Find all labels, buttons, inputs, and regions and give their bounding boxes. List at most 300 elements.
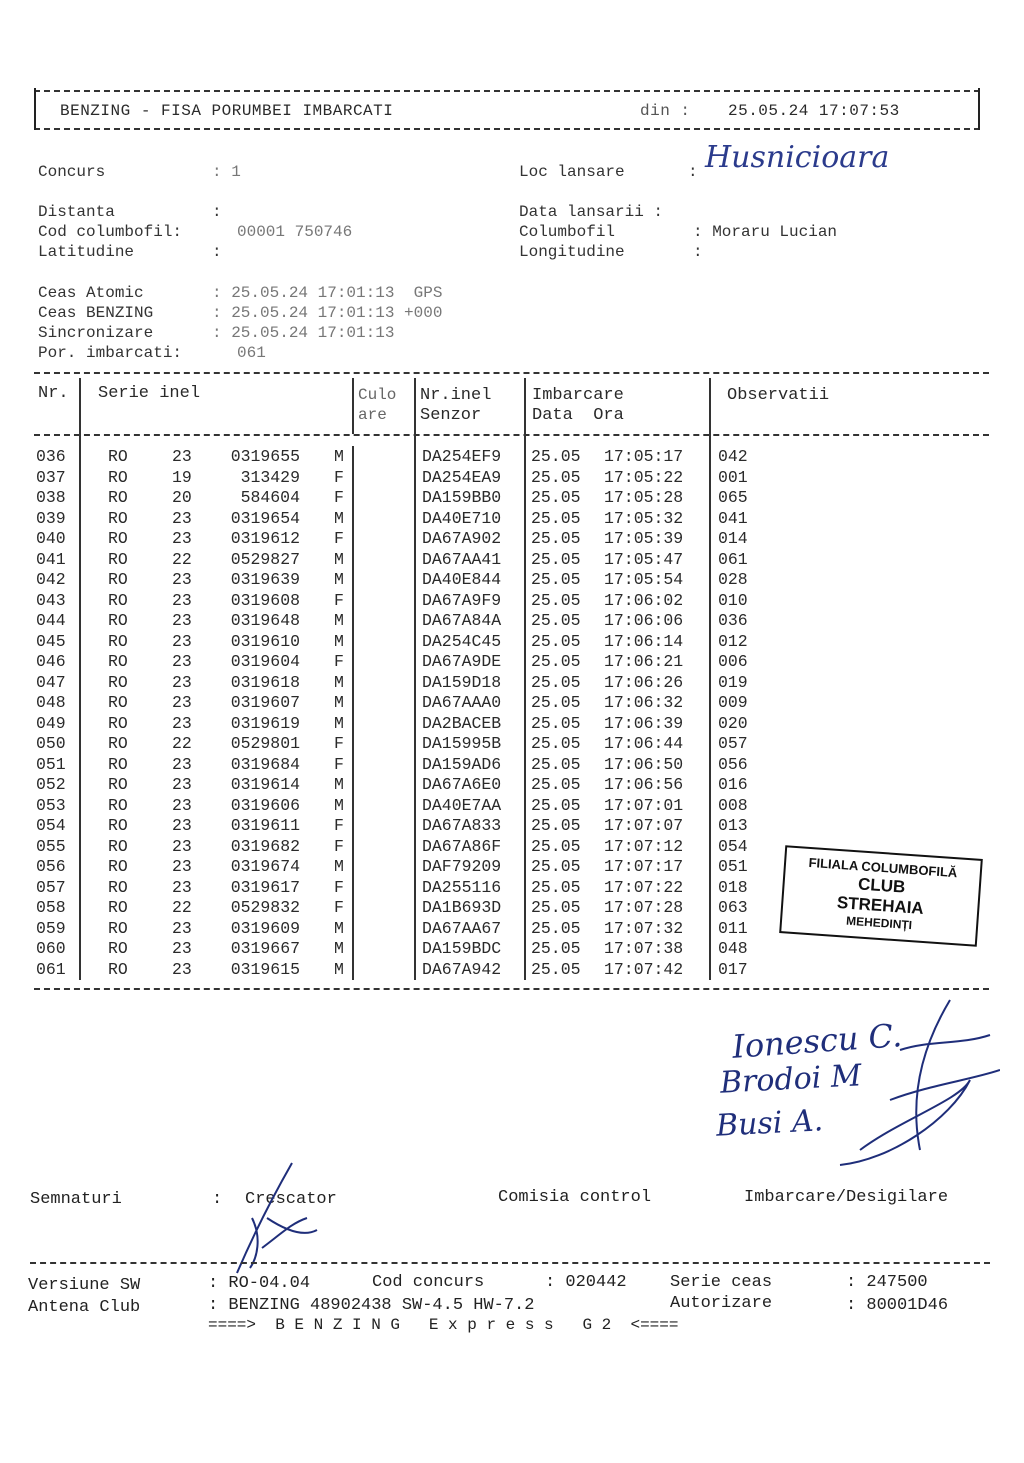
row-year: 23 bbox=[172, 713, 192, 733]
row-ring-number: 0319608 bbox=[230, 590, 300, 610]
row-time: 17:07:07 bbox=[604, 816, 684, 835]
row-sex: M bbox=[334, 959, 344, 979]
row-observation: 001 bbox=[718, 467, 748, 487]
row-year: 23 bbox=[172, 857, 192, 876]
row-sex: F bbox=[334, 467, 344, 487]
row-time: 17:07:32 bbox=[604, 918, 684, 938]
row-nr: 054 bbox=[36, 816, 66, 835]
row-year: 23 bbox=[172, 795, 192, 815]
row-country: RO bbox=[108, 918, 128, 938]
row-sex: M bbox=[334, 447, 344, 466]
row-country: RO bbox=[108, 508, 128, 528]
row-time: 17:05:28 bbox=[604, 488, 684, 507]
row-year: 23 bbox=[172, 959, 192, 979]
row-observation: 063 bbox=[718, 898, 748, 917]
col-header-culoare-2: are bbox=[358, 406, 387, 424]
stamp-line-3: STREHAIA bbox=[836, 892, 925, 918]
row-sensor-id: DA254EA9 bbox=[422, 467, 502, 487]
row-date: 25.05 bbox=[531, 631, 581, 651]
ceas-benzing-label: Ceas BENZING bbox=[38, 304, 154, 322]
row-sensor-id: DA67AAA0 bbox=[422, 693, 502, 712]
row-ring-number: 0319617 bbox=[230, 877, 300, 897]
row-year: 23 bbox=[172, 529, 192, 548]
row-time: 17:07:12 bbox=[604, 836, 684, 856]
row-nr: 041 bbox=[36, 549, 66, 569]
row-date: 25.05 bbox=[531, 754, 581, 774]
versiune-label: Versiune SW bbox=[28, 1276, 141, 1295]
row-year: 23 bbox=[172, 611, 192, 630]
row-sensor-id: DA67A902 bbox=[422, 529, 502, 548]
row-country: RO bbox=[108, 734, 128, 753]
row-observation: 016 bbox=[718, 775, 748, 794]
row-sex: F bbox=[334, 877, 344, 897]
row-year: 23 bbox=[172, 918, 192, 938]
row-ring-number: 0319619 bbox=[230, 713, 300, 733]
row-date: 25.05 bbox=[531, 652, 581, 671]
row-time: 17:05:22 bbox=[604, 467, 684, 487]
row-year: 23 bbox=[172, 939, 192, 958]
antena-value: : BENZING 48902438 SW-4.5 HW-7.2 bbox=[208, 1296, 535, 1315]
ceas-atomic-value: : 25.05.24 17:01:13 GPS bbox=[212, 284, 443, 302]
table-row bbox=[34, 816, 794, 837]
table-row bbox=[34, 734, 794, 755]
row-nr: 037 bbox=[36, 467, 66, 487]
club-stamp bbox=[779, 845, 983, 947]
row-sex: F bbox=[334, 836, 344, 856]
serie-ceas-label: Serie ceas bbox=[670, 1273, 773, 1292]
table-row bbox=[34, 693, 794, 714]
row-sex: M bbox=[334, 857, 344, 876]
por-imbarcati-label: Por. imbarcati: bbox=[38, 344, 183, 362]
comisia-control-label: Comisia control bbox=[498, 1188, 652, 1207]
row-ring-number: 0319667 bbox=[230, 939, 300, 958]
row-ring-number: 0319614 bbox=[230, 775, 300, 794]
crescator-label: Crescator bbox=[245, 1190, 337, 1209]
row-sex: F bbox=[334, 754, 344, 774]
row-observation: 056 bbox=[718, 754, 748, 774]
row-time: 17:06:39 bbox=[604, 713, 684, 733]
table-row bbox=[34, 919, 794, 940]
row-date: 25.05 bbox=[531, 898, 581, 917]
columbofil-value: : Moraru Lucian bbox=[693, 223, 838, 241]
row-time: 17:05:32 bbox=[604, 508, 684, 528]
row-sex: M bbox=[334, 939, 344, 958]
row-ring-number: 0319639 bbox=[230, 570, 300, 589]
row-sensor-id: DA159AD6 bbox=[422, 754, 502, 774]
row-date: 25.05 bbox=[531, 672, 581, 692]
autorizare-value: : 80001D46 bbox=[846, 1296, 949, 1315]
row-sex: F bbox=[334, 488, 344, 507]
row-year: 23 bbox=[172, 447, 192, 466]
row-sex: M bbox=[334, 795, 344, 815]
col-header-observatii: Observatii bbox=[727, 386, 830, 405]
row-sex: F bbox=[334, 734, 344, 753]
row-sensor-id: DA40E7AA bbox=[422, 795, 502, 815]
table-row bbox=[34, 611, 794, 632]
row-sex: F bbox=[334, 590, 344, 610]
row-country: RO bbox=[108, 898, 128, 917]
row-sensor-id: DA159D18 bbox=[422, 672, 502, 692]
row-sensor-id: DA67A6E0 bbox=[422, 775, 502, 794]
row-country: RO bbox=[108, 672, 128, 692]
row-time: 17:06:44 bbox=[604, 734, 684, 753]
row-year: 23 bbox=[172, 775, 192, 794]
row-time: 17:05:17 bbox=[604, 447, 684, 466]
concurs-value: : 1 bbox=[212, 163, 241, 181]
row-country: RO bbox=[108, 877, 128, 897]
row-sex: M bbox=[334, 693, 344, 712]
cod-columbofil-value: 00001 750746 bbox=[237, 223, 353, 241]
row-sex: M bbox=[334, 713, 344, 733]
row-sensor-id: DA159BB0 bbox=[422, 488, 502, 507]
row-date: 25.05 bbox=[531, 877, 581, 897]
row-nr: 056 bbox=[36, 857, 66, 876]
distanta-label: Distanta bbox=[38, 203, 115, 221]
row-time: 17:07:17 bbox=[604, 857, 684, 876]
row-sex: M bbox=[334, 631, 344, 651]
row-sex: F bbox=[334, 898, 344, 917]
row-country: RO bbox=[108, 611, 128, 630]
row-sensor-id: DA2BACEB bbox=[422, 713, 502, 733]
row-ring-number: 584604 bbox=[240, 488, 300, 507]
table-row bbox=[34, 878, 794, 899]
row-observation: 017 bbox=[718, 959, 748, 979]
row-date: 25.05 bbox=[531, 467, 581, 487]
signature-2: Brodoi M bbox=[719, 1058, 863, 1101]
imbarcare-desigilare-label: Imbarcare/Desigilare bbox=[744, 1188, 949, 1207]
table-row bbox=[34, 550, 794, 571]
row-country: RO bbox=[108, 631, 128, 651]
row-country: RO bbox=[108, 652, 128, 671]
data-lansarii-label: Data lansarii : bbox=[519, 203, 664, 221]
row-sensor-id: DA159BDC bbox=[422, 939, 502, 958]
row-date: 25.05 bbox=[531, 734, 581, 753]
distanta-value: : bbox=[212, 203, 222, 221]
row-time: 17:07:42 bbox=[604, 959, 684, 979]
row-country: RO bbox=[108, 836, 128, 856]
row-country: RO bbox=[108, 447, 128, 466]
signature-3: Busi A. bbox=[715, 1103, 824, 1144]
row-observation: 010 bbox=[718, 590, 748, 610]
stamp-line-4: MEHEDINȚI bbox=[845, 913, 913, 933]
row-ring-number: 0319610 bbox=[230, 631, 300, 651]
row-date: 25.05 bbox=[531, 611, 581, 630]
row-year: 20 bbox=[172, 488, 192, 507]
row-sensor-id: DA67A84A bbox=[422, 611, 502, 630]
col-header-nrinel-1: Nr.inel bbox=[420, 386, 492, 405]
por-imbarcati-value: 061 bbox=[237, 344, 266, 362]
row-sensor-id: DA67A942 bbox=[422, 959, 502, 979]
latitudine-label: Latitudine bbox=[38, 243, 135, 261]
table-header-border bbox=[34, 434, 989, 436]
row-year: 23 bbox=[172, 590, 192, 610]
row-sex: M bbox=[334, 549, 344, 569]
row-ring-number: 0319618 bbox=[230, 672, 300, 692]
loc-lansare-label: Loc lansare bbox=[519, 163, 625, 181]
row-sensor-id: DA67A9DE bbox=[422, 652, 502, 671]
row-ring-number: 0319615 bbox=[230, 959, 300, 979]
row-sex: M bbox=[334, 611, 344, 630]
row-country: RO bbox=[108, 467, 128, 487]
row-observation: 018 bbox=[718, 877, 748, 897]
antena-label: Antena Club bbox=[28, 1298, 141, 1317]
col-header-nrinel-2: Senzor bbox=[420, 406, 482, 425]
row-ring-number: 313429 bbox=[240, 467, 300, 487]
row-observation: 061 bbox=[718, 549, 748, 569]
loc-lansare-handwritten: Husnicioara bbox=[705, 140, 890, 175]
row-observation: 008 bbox=[718, 795, 748, 815]
row-observation: 009 bbox=[718, 693, 748, 712]
table-row bbox=[34, 755, 794, 776]
row-year: 23 bbox=[172, 816, 192, 835]
row-country: RO bbox=[108, 713, 128, 733]
serie-ceas-value: : 247500 bbox=[846, 1273, 928, 1292]
row-sex: F bbox=[334, 816, 344, 835]
loc-lansare-colon: : bbox=[688, 163, 698, 181]
signature-1: Ionescu C. bbox=[730, 1016, 904, 1066]
row-time: 17:06:06 bbox=[604, 611, 684, 630]
semnaturi-label: Semnaturi bbox=[30, 1190, 122, 1209]
row-date: 25.05 bbox=[531, 693, 581, 712]
row-sex: F bbox=[334, 529, 344, 548]
cod-concurs-label: Cod concurs bbox=[372, 1273, 485, 1292]
table-row bbox=[34, 468, 794, 489]
row-date: 25.05 bbox=[531, 775, 581, 794]
row-sensor-id: DA67A833 bbox=[422, 816, 502, 835]
row-sensor-id: DA67A86F bbox=[422, 836, 502, 856]
din-value: 25.05.24 17:07:53 bbox=[728, 102, 900, 120]
row-date: 25.05 bbox=[531, 570, 581, 589]
longitudine-label: Longitudine bbox=[519, 243, 625, 261]
table-row bbox=[34, 796, 794, 817]
row-country: RO bbox=[108, 549, 128, 569]
row-country: RO bbox=[108, 775, 128, 794]
row-year: 23 bbox=[172, 754, 192, 774]
row-time: 17:07:22 bbox=[604, 877, 684, 897]
row-sex: M bbox=[334, 672, 344, 692]
row-nr: 051 bbox=[36, 754, 66, 774]
row-ring-number: 0319655 bbox=[230, 447, 300, 466]
row-sensor-id: DA1B693D bbox=[422, 898, 502, 917]
row-date: 25.05 bbox=[531, 529, 581, 548]
row-observation: 012 bbox=[718, 631, 748, 651]
row-country: RO bbox=[108, 488, 128, 507]
row-country: RO bbox=[108, 959, 128, 979]
row-date: 25.05 bbox=[531, 836, 581, 856]
benzing-express-banner: ====> B E N Z I N G E x p r e s s G 2 <==== bbox=[208, 1316, 679, 1334]
table-row bbox=[34, 939, 794, 960]
row-ring-number: 0319648 bbox=[230, 611, 300, 630]
row-sensor-id: DA40E844 bbox=[422, 570, 502, 589]
row-sensor-id: DAF79209 bbox=[422, 857, 502, 876]
row-time: 17:06:26 bbox=[604, 672, 684, 692]
row-ring-number: 0319607 bbox=[230, 693, 300, 712]
row-country: RO bbox=[108, 570, 128, 589]
row-nr: 036 bbox=[36, 447, 66, 466]
table-row bbox=[34, 509, 794, 530]
row-time: 17:06:50 bbox=[604, 754, 684, 774]
row-nr: 043 bbox=[36, 590, 66, 610]
table-row bbox=[34, 857, 794, 878]
table-row bbox=[34, 652, 794, 673]
row-nr: 050 bbox=[36, 734, 66, 753]
sincronizare-value: : 25.05.24 17:01:13 bbox=[212, 324, 395, 342]
row-observation: 014 bbox=[718, 529, 748, 548]
row-nr: 048 bbox=[36, 693, 66, 712]
table-row bbox=[34, 673, 794, 694]
row-year: 23 bbox=[172, 877, 192, 897]
row-ring-number: 0319609 bbox=[230, 918, 300, 938]
row-observation: 013 bbox=[718, 816, 748, 835]
row-date: 25.05 bbox=[531, 488, 581, 507]
row-observation: 006 bbox=[718, 652, 748, 671]
col-divider-culoare-head bbox=[352, 378, 354, 434]
row-nr: 053 bbox=[36, 795, 66, 815]
din-label: din : bbox=[640, 102, 691, 120]
col-header-imbarcare-2: Data Ora bbox=[532, 406, 624, 425]
row-time: 17:06:02 bbox=[604, 590, 684, 610]
stamp-line-2: CLUB bbox=[857, 874, 906, 897]
row-date: 25.05 bbox=[531, 959, 581, 979]
row-observation: 051 bbox=[718, 857, 748, 876]
row-year: 22 bbox=[172, 898, 192, 917]
row-nr: 060 bbox=[36, 939, 66, 958]
table-row bbox=[34, 960, 794, 981]
longitudine-value: : bbox=[693, 243, 703, 261]
document-title: BENZING - FISA PORUMBEI IMBARCATI bbox=[60, 102, 394, 120]
col-header-serie: Serie inel bbox=[98, 384, 201, 403]
row-observation: 019 bbox=[718, 672, 748, 692]
row-country: RO bbox=[108, 754, 128, 774]
row-nr: 052 bbox=[36, 775, 66, 794]
col-header-imbarcare-1: Imbarcare bbox=[532, 386, 624, 405]
row-year: 23 bbox=[172, 570, 192, 589]
row-year: 22 bbox=[172, 734, 192, 753]
table-top-border bbox=[34, 372, 989, 374]
table-row bbox=[34, 529, 794, 550]
row-nr: 046 bbox=[36, 652, 66, 671]
row-year: 23 bbox=[172, 631, 192, 651]
stamp-line-1: FILIALA COLUMBOFILĂ bbox=[808, 854, 958, 881]
row-ring-number: 0529827 bbox=[230, 549, 300, 569]
row-nr: 042 bbox=[36, 570, 66, 589]
row-time: 17:05:54 bbox=[604, 570, 684, 589]
autorizare-label: Autorizare bbox=[670, 1294, 773, 1313]
row-date: 25.05 bbox=[531, 713, 581, 733]
row-ring-number: 0319611 bbox=[230, 816, 300, 835]
row-date: 25.05 bbox=[531, 795, 581, 815]
col-header-nr: Nr. bbox=[38, 384, 69, 403]
table-row bbox=[34, 714, 794, 735]
cod-concurs-value: : 020442 bbox=[545, 1273, 627, 1292]
row-observation: 011 bbox=[718, 918, 748, 938]
table-row bbox=[34, 591, 794, 612]
row-observation: 048 bbox=[718, 939, 748, 958]
row-date: 25.05 bbox=[531, 549, 581, 569]
table-row bbox=[34, 837, 794, 858]
ceas-atomic-label: Ceas Atomic bbox=[38, 284, 144, 302]
concurs-label: Concurs bbox=[38, 163, 106, 181]
row-sex: M bbox=[334, 508, 344, 528]
row-ring-number: 0529832 bbox=[230, 898, 300, 917]
row-time: 17:07:38 bbox=[604, 939, 684, 958]
row-country: RO bbox=[108, 693, 128, 712]
row-country: RO bbox=[108, 590, 128, 610]
row-nr: 047 bbox=[36, 672, 66, 692]
row-time: 17:07:01 bbox=[604, 795, 684, 815]
row-sex: F bbox=[334, 652, 344, 671]
row-sex: M bbox=[334, 918, 344, 938]
row-observation: 054 bbox=[718, 836, 748, 856]
row-time: 17:06:32 bbox=[604, 693, 684, 712]
row-nr: 038 bbox=[36, 488, 66, 507]
col-header-culoare-1: Culo bbox=[358, 386, 397, 404]
row-time: 17:06:56 bbox=[604, 775, 684, 794]
row-year: 23 bbox=[172, 836, 192, 856]
row-nr: 049 bbox=[36, 713, 66, 733]
row-sensor-id: DA67A9F9 bbox=[422, 590, 502, 610]
row-sensor-id: DA40E710 bbox=[422, 508, 502, 528]
row-year: 19 bbox=[172, 467, 192, 487]
row-year: 23 bbox=[172, 693, 192, 712]
semnaturi-colon: : bbox=[212, 1190, 223, 1209]
row-ring-number: 0319654 bbox=[230, 508, 300, 528]
row-sex: M bbox=[334, 570, 344, 589]
versiune-value: : RO-04.04 bbox=[208, 1274, 311, 1293]
row-nr: 059 bbox=[36, 918, 66, 938]
row-nr: 045 bbox=[36, 631, 66, 651]
table-row bbox=[34, 570, 794, 591]
table-row bbox=[34, 898, 794, 919]
row-date: 25.05 bbox=[531, 918, 581, 938]
row-observation: 065 bbox=[718, 488, 748, 507]
row-year: 23 bbox=[172, 652, 192, 671]
row-nr: 039 bbox=[36, 508, 66, 528]
row-ring-number: 0319684 bbox=[230, 754, 300, 774]
row-nr: 057 bbox=[36, 877, 66, 897]
row-sensor-id: DA67AA67 bbox=[422, 918, 502, 938]
row-country: RO bbox=[108, 529, 128, 548]
row-observation: 057 bbox=[718, 734, 748, 753]
row-date: 25.05 bbox=[531, 816, 581, 835]
signature-scribbles bbox=[800, 990, 1000, 1180]
row-observation: 041 bbox=[718, 508, 748, 528]
row-ring-number: 0319604 bbox=[230, 652, 300, 671]
row-nr: 058 bbox=[36, 898, 66, 917]
row-country: RO bbox=[108, 939, 128, 958]
row-date: 25.05 bbox=[531, 590, 581, 610]
row-time: 17:06:21 bbox=[604, 652, 684, 671]
table-row bbox=[34, 447, 794, 468]
row-ring-number: 0319612 bbox=[230, 529, 300, 548]
table-row bbox=[34, 775, 794, 796]
row-country: RO bbox=[108, 857, 128, 876]
row-observation: 042 bbox=[718, 447, 748, 466]
row-country: RO bbox=[108, 795, 128, 815]
row-ring-number: 0529801 bbox=[230, 734, 300, 753]
columbofil-label: Columbofil bbox=[519, 223, 616, 241]
row-observation: 028 bbox=[718, 570, 748, 589]
row-observation: 020 bbox=[718, 713, 748, 733]
row-sensor-id: DA67AA41 bbox=[422, 549, 502, 569]
crescator-signature bbox=[222, 1158, 332, 1278]
table-row bbox=[34, 488, 794, 509]
row-sensor-id: DA15995B bbox=[422, 734, 502, 753]
row-date: 25.05 bbox=[531, 857, 581, 876]
row-ring-number: 0319674 bbox=[230, 857, 300, 876]
table-row bbox=[34, 632, 794, 653]
ceas-benzing-value: : 25.05.24 17:01:13 +000 bbox=[212, 304, 443, 322]
